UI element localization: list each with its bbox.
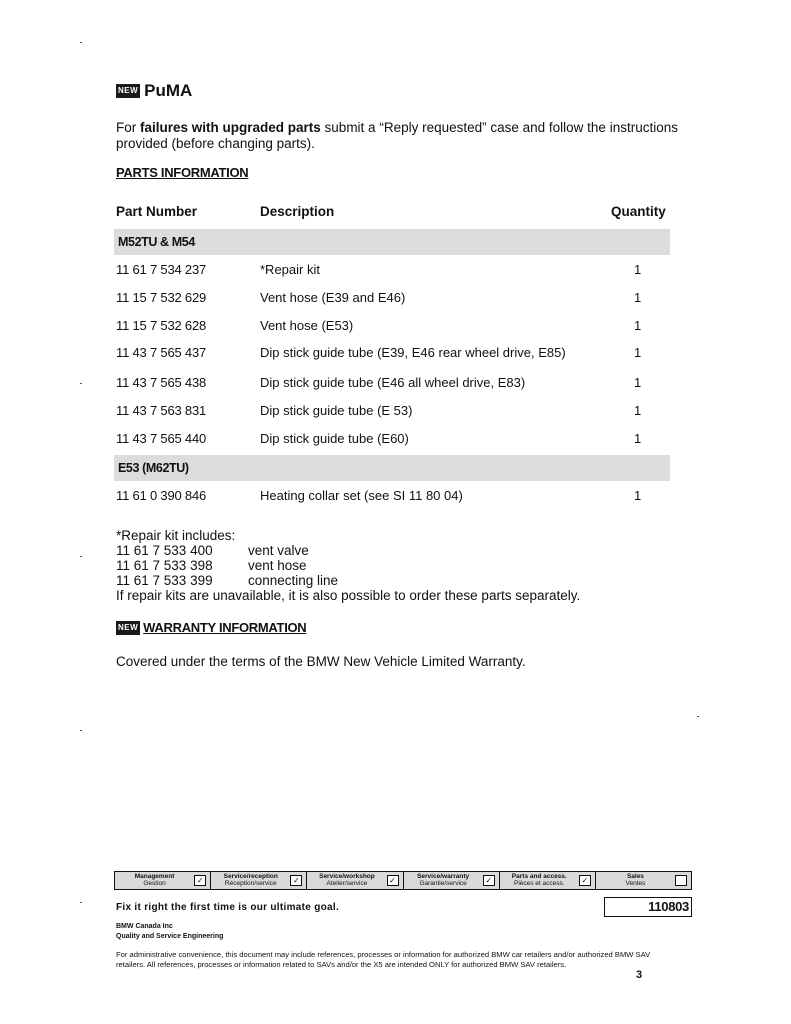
dept-label-en: Service/workshop [319, 873, 375, 880]
page-title [116, 80, 192, 101]
dept-service-warranty [404, 872, 500, 889]
group-band-m52tu-m54 [114, 229, 670, 255]
dept-label-fr: Garantie/service [419, 880, 467, 887]
dept-management [115, 872, 211, 889]
bulletin-code: 110803 [648, 899, 689, 914]
repair-kit-heading: *Repair kit includes: [116, 528, 236, 543]
new-badge: NEW [116, 621, 140, 635]
group-band-e53-m62tu [114, 455, 670, 481]
kit-part-description: connecting line [248, 573, 339, 588]
checkbox-icon: ✓ [194, 875, 206, 886]
kit-part-description: vent hose [248, 558, 307, 573]
dept-label-en: Service/reception [223, 873, 278, 880]
table-row [116, 345, 676, 363]
warranty-information-heading [116, 619, 306, 635]
dept-service-reception [211, 872, 307, 889]
kit-part-number: 11 61 7 533 399 [116, 573, 213, 588]
company-block [116, 922, 223, 942]
scan-speck [80, 730, 82, 731]
part-description: Dip stick guide tube (E46 all wheel drive, E83) [260, 375, 526, 390]
checkbox-icon [675, 875, 687, 886]
scan-speck [80, 42, 82, 43]
group-label: M52TU & M54 [118, 235, 195, 249]
dept-parts-access [500, 872, 596, 889]
checkbox-icon: ✓ [483, 875, 495, 886]
kit-part-number: 11 61 7 533 398 [116, 558, 213, 573]
dept-label-fr: Ventes [625, 880, 646, 887]
table-row [116, 290, 676, 308]
dept-label-fr: Pièces et access. [513, 880, 565, 887]
table-row [116, 488, 676, 506]
column-header-quantity: Quantity [611, 204, 666, 219]
part-number: 11 61 7 534 237 [116, 262, 207, 277]
page-number: 3 [636, 969, 643, 981]
list-item [116, 558, 580, 573]
part-quantity: 1 [634, 318, 642, 333]
table-row [116, 318, 676, 336]
dept-label-en: Service/warranty [417, 873, 470, 880]
repair-kit-section [116, 528, 580, 603]
column-header-part-number: Part Number [116, 204, 198, 219]
table-row [116, 431, 676, 449]
kit-part-description: vent valve [248, 543, 309, 558]
part-quantity: 1 [634, 262, 642, 277]
scan-speck [697, 716, 699, 717]
warranty-heading-text: WARRANTY INFORMATION [143, 620, 307, 636]
part-number: 11 43 7 563 831 [116, 403, 207, 418]
part-description: Dip stick guide tube (E60) [260, 431, 409, 446]
part-description: Dip stick guide tube (E 53) [260, 403, 413, 418]
dept-label-fr: Gestion [143, 880, 166, 887]
new-badge: NEW [116, 84, 140, 98]
part-quantity: 1 [634, 403, 642, 418]
part-description: *Repair kit [260, 262, 320, 277]
part-quantity: 1 [634, 345, 642, 360]
scan-speck [80, 556, 82, 557]
scan-speck [80, 383, 82, 384]
checkbox-icon: ✓ [290, 875, 302, 886]
part-number: 11 43 7 565 440 [116, 431, 207, 446]
part-quantity: 1 [634, 375, 642, 390]
dept-label-fr: Atelier/service [326, 880, 368, 887]
table-row [116, 262, 676, 280]
part-number: 11 15 7 532 628 [116, 318, 207, 333]
footer-motto: Fix it right the first time is our ultimate goal. [116, 902, 340, 913]
part-number: 11 61 0 390 846 [116, 488, 207, 503]
intro-prefix: For [116, 120, 141, 135]
part-quantity: 1 [634, 290, 642, 305]
disclaimer-text: For administrative convenience, this document may include references, processes or information for authorized BMW car retailers and/or authorized BMW SAV retailers. All references, processes or information related to SAVs and/or the X5 are intended ONLY for authorized BMW SAV retailers. [116, 950, 651, 969]
parts-information-heading: PARTS INFORMATION [116, 165, 249, 180]
scan-speck [80, 902, 82, 903]
part-description: Heating collar set (see SI 11 80 04) [260, 488, 463, 503]
kit-part-number: 11 61 7 533 400 [116, 543, 213, 558]
company-division: Quality and Service Engineering [116, 933, 224, 940]
list-item [116, 543, 580, 558]
column-header-description: Description [260, 204, 335, 219]
group-label: E53 (M62TU) [118, 461, 189, 475]
list-item [116, 573, 580, 588]
checkbox-icon: ✓ [579, 875, 591, 886]
intro-suffix: submit a “Reply requested” case and follow the instructions provided (before changing parts). [116, 120, 678, 151]
dept-sales [596, 872, 691, 889]
part-number: 11 43 7 565 438 [116, 375, 207, 390]
intro-paragraph [116, 120, 696, 152]
part-quantity: 1 [634, 431, 642, 446]
part-number: 11 15 7 532 629 [116, 290, 207, 305]
dept-label-en: Management [134, 873, 175, 880]
part-quantity: 1 [634, 488, 642, 503]
dept-label-fr: Réception/service [224, 880, 277, 887]
checkbox-icon: ✓ [387, 875, 399, 886]
part-description: Vent hose (E39 and E46) [260, 290, 406, 305]
bulletin-code-box [604, 897, 692, 917]
part-description: Dip stick guide tube (E39, E46 rear wheel drive, E85) [260, 345, 566, 360]
dept-label-en: Sales [626, 873, 644, 880]
part-number: 11 43 7 565 437 [116, 345, 207, 360]
company-name: BMW Canada Inc [116, 923, 173, 930]
intro-emphasis: failures with upgraded parts [140, 120, 321, 135]
part-description: Vent hose (E53) [260, 318, 354, 333]
department-distribution-bar [114, 871, 692, 890]
repair-kit-note: If repair kits are unavailable, it is also possible to order these parts separately. [116, 588, 581, 603]
warranty-text: Covered under the terms of the BMW New Vehicle Limited Warranty. [116, 654, 526, 669]
table-row [116, 403, 676, 421]
dept-label-en: Parts and access. [511, 873, 567, 880]
table-row [116, 375, 676, 393]
title-text: PuMA [144, 80, 193, 100]
dept-service-workshop [307, 872, 403, 889]
